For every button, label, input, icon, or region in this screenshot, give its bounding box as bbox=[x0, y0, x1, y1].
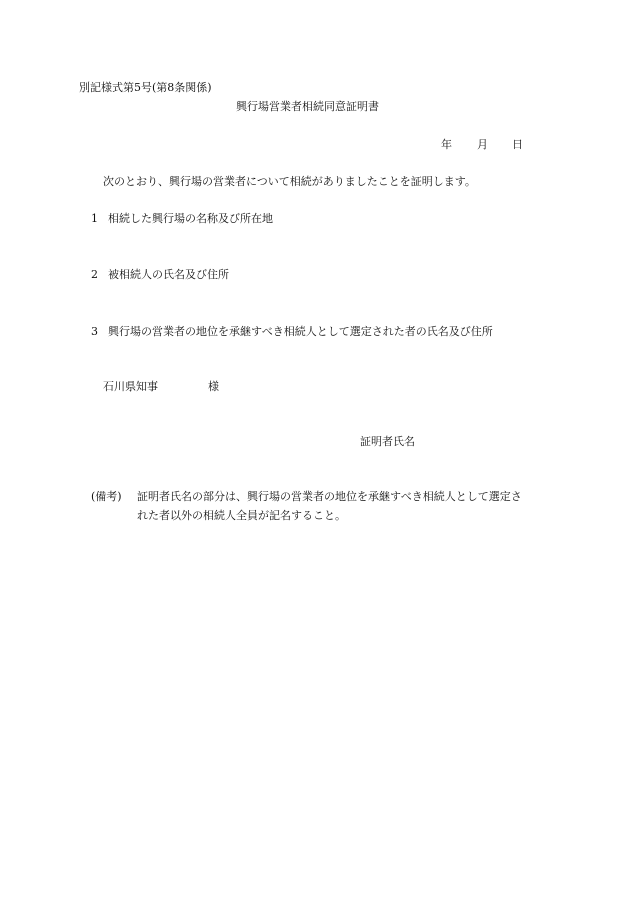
addressee-name: 石川県知事 bbox=[103, 380, 158, 393]
item-label: 興行場の営業者の地位を承継すべき相続人として選定された者の氏名及び住所 bbox=[108, 325, 493, 338]
date-day-label: 日 bbox=[512, 138, 523, 151]
item-number: 3 bbox=[91, 325, 98, 338]
date-year-label: 年 bbox=[441, 138, 452, 151]
note-label: (備考) bbox=[91, 490, 122, 503]
page-title: 興行場営業者相続同意証明書 bbox=[236, 100, 379, 113]
note-text: 証明者氏名の部分は、興行場の営業者の地位を承継すべき相続人として選定さ bbox=[137, 490, 522, 503]
item-number: 2 bbox=[91, 268, 98, 281]
form-number: 別記様式第5号(第8条関係) bbox=[79, 81, 212, 94]
item-number: 1 bbox=[91, 212, 98, 225]
date-month-label: 月 bbox=[477, 138, 488, 151]
addressee-honorific: 様 bbox=[208, 380, 219, 393]
item-label: 被相続人の氏名及び住所 bbox=[108, 268, 229, 281]
item-label: 相続した興行場の名称及び所在地 bbox=[108, 212, 273, 225]
intro-statement: 次のとおり、興行場の営業者について相続がありましたことを証明します。 bbox=[103, 175, 476, 188]
certifier-name-label: 証明者氏名 bbox=[360, 435, 415, 448]
note-text: れた者以外の相続人全員が記名すること。 bbox=[137, 509, 346, 522]
